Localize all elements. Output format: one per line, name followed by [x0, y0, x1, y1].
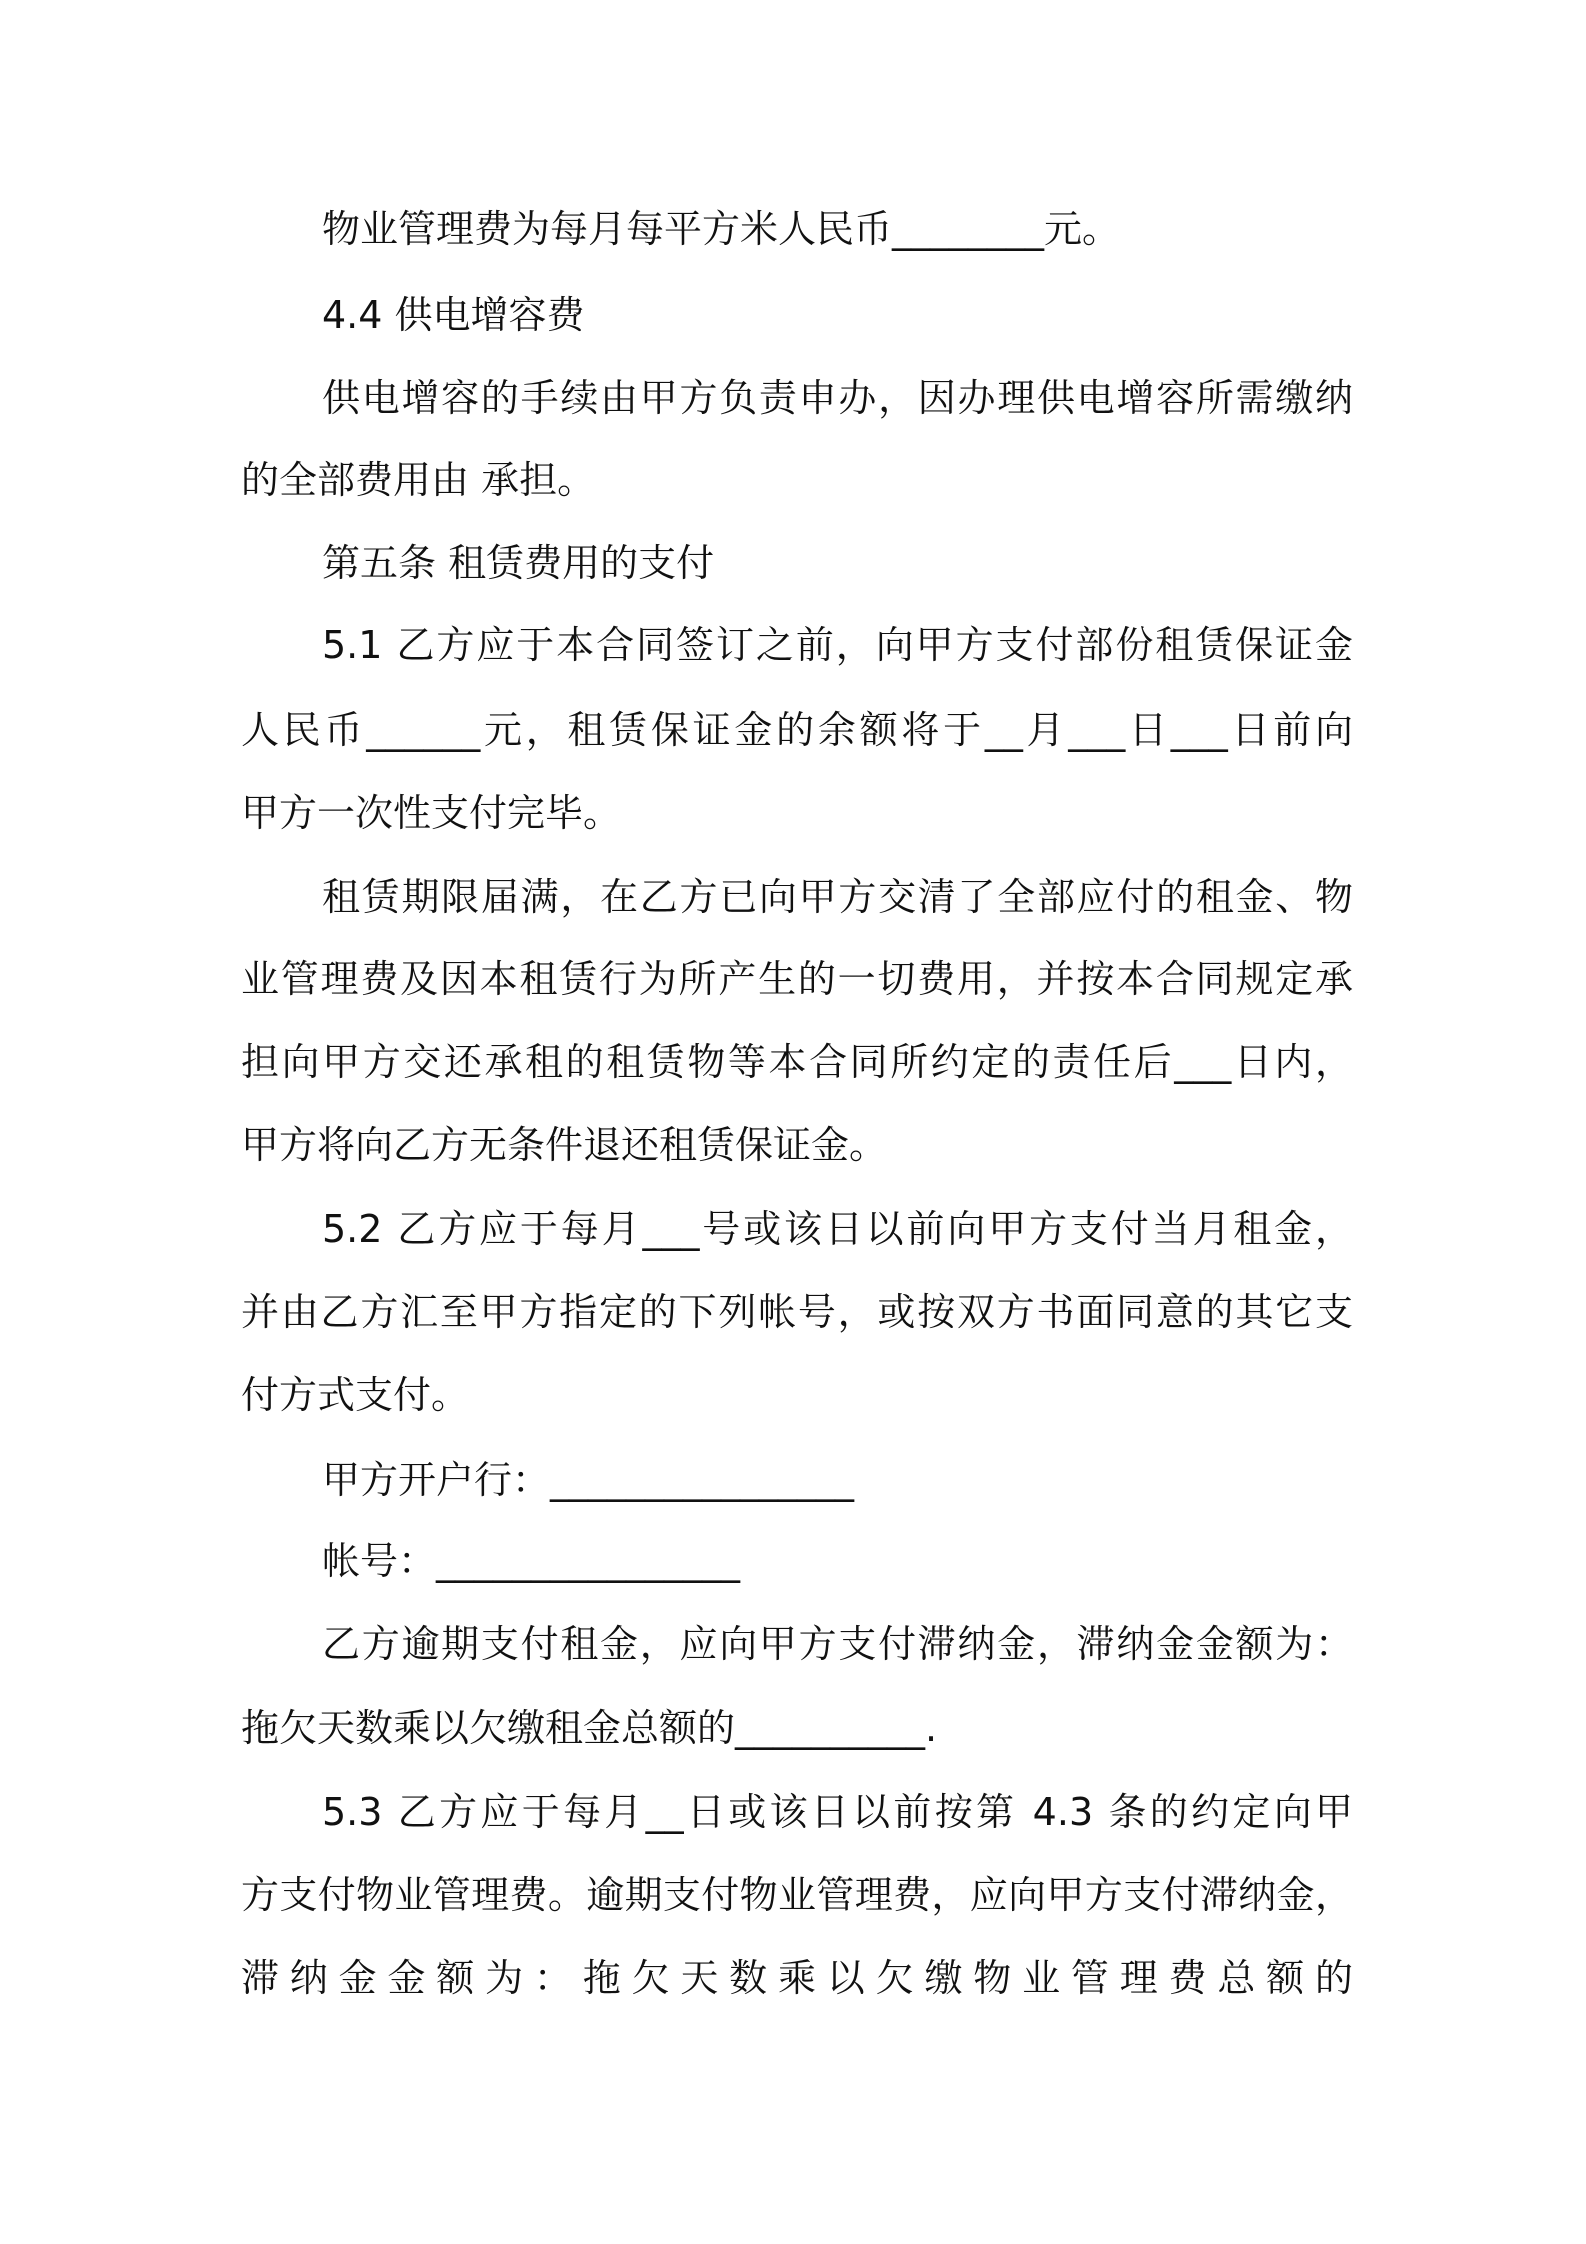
paragraph-line: 拖欠天数乘以欠缴租金总额的__________. [241, 1706, 938, 1750]
paragraph-line: 人民币______元，租赁保证金的余额将于__月___日___日前向 [241, 708, 1353, 752]
paragraph-line: 方支付物业管理费。逾期支付物业管理费，应向甲方支付滞纳金， [241, 1873, 1353, 1917]
paragraph-line: 5.2 乙方应于每月___号或该日以前向甲方支付当月租金， [322, 1207, 1353, 1251]
paragraph-line: 的全部费用由 承担。 [241, 458, 596, 502]
article-heading-5: 第五条 租赁费用的支付 [322, 541, 715, 585]
paragraph-line: 甲方一次性支付完毕。 [241, 791, 622, 835]
text-line-property-fee: 物业管理费为每月每平方米人民币________元。 [322, 207, 1121, 251]
account-field-line: 帐号：________________ [322, 1539, 741, 1583]
section-heading-4-4: 4.4 供电增容费 [322, 293, 585, 337]
paragraph-line: 甲方将向乙方无条件退还租赁保证金。 [241, 1123, 888, 1167]
bank-field-line: 甲方开户行：________________ [322, 1458, 855, 1502]
paragraph-line: 5.1 乙方应于本合同签订之前，向甲方支付部份租赁保证金 [322, 623, 1353, 667]
paragraph-line: 业管理费及因本租赁行为所产生的一切费用，并按本合同规定承 [241, 957, 1353, 1001]
paragraph-line: 5.3 乙方应于每月__日或该日以前按第 4.3 条的约定向甲 [322, 1790, 1353, 1834]
paragraph-line: 并由乙方汇至甲方指定的下列帐号，或按双方书面同意的其它支 [241, 1290, 1353, 1334]
paragraph-line: 担向甲方交还承租的租赁物等本合同所约定的责任后___日内， [241, 1040, 1353, 1084]
paragraph-line: 付方式支付。 [241, 1373, 470, 1417]
paragraph-line: 租赁期限届满，在乙方已向甲方交清了全部应付的租金、物 [322, 875, 1353, 919]
paragraph-line: 乙方逾期支付租金，应向甲方支付滞纳金，滞纳金金额为： [322, 1622, 1353, 1666]
paragraph-line: 滞纳金金额为：拖欠天数乘以欠缴物业管理费总额的 [241, 1956, 1353, 2000]
paragraph-line: 供电增容的手续由甲方负责申办，因办理供电增容所需缴纳 [322, 376, 1353, 420]
